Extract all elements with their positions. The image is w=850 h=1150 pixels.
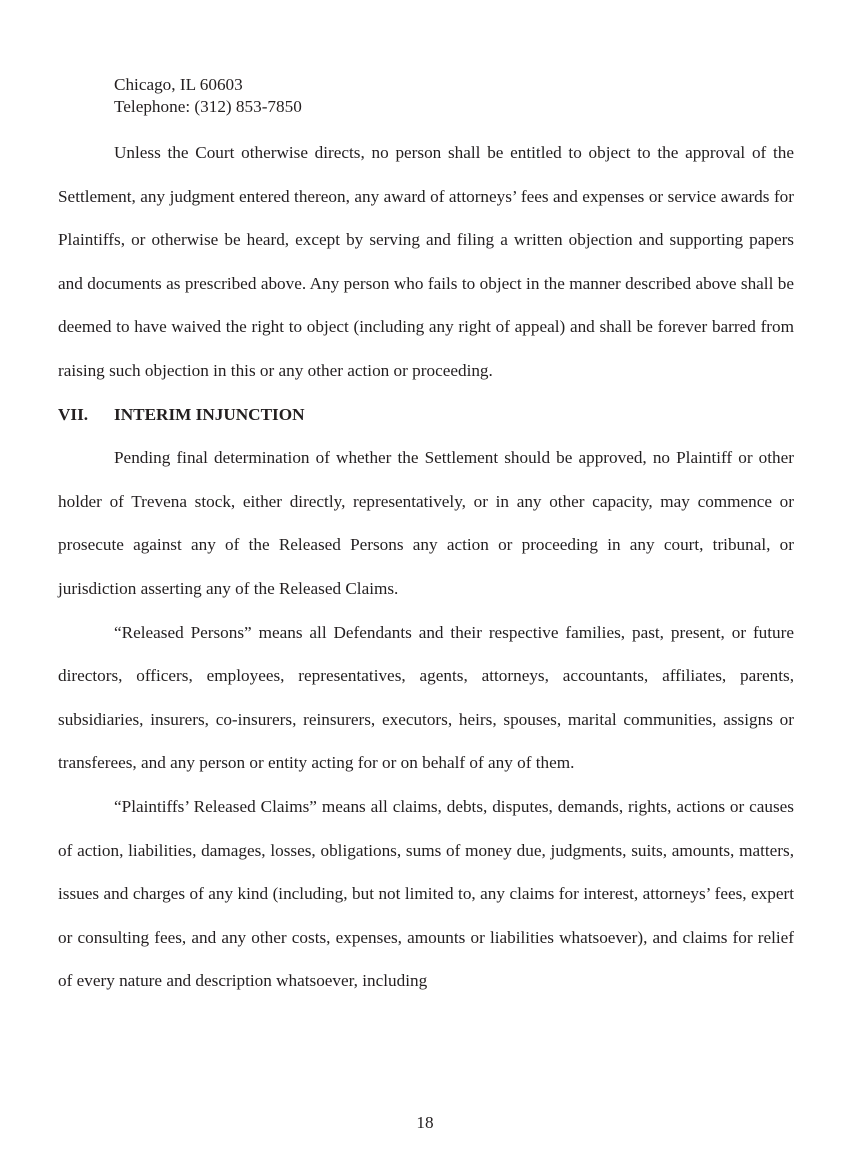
page-number: 18 [416,1113,434,1132]
address-block [114,74,794,118]
section-number: VII. [58,404,89,424]
address-city-line: Chicago, IL 60603 [114,75,243,94]
document-page [58,74,794,1003]
section-heading [58,393,794,437]
pending-determination-paragraph: Pending final determination of whether the Settlement should be approved, no Plaintiff or other holder of Trevena stock, either directly, representatively, or in any other capacity, may commence or prosecute against any of the Released Persons any action or proceeding in any court, tribunal, or jurisdiction asserting any of the Released Claims. [58,448,794,598]
section-title: INTERIM INJUNCTION [114,404,305,424]
released-persons-paragraph: “Released Persons” means all Defendants and their respective families, past, present, or future directors, officers, employees, representatives, agents, attorneys, accountants, affiliates, parents, subsidiaries, insurers, co-insurers, reinsurers, executors, heirs, spouses, marital communities, assigns or transferees, and any person or entity acting for or on behalf of any of them. [58,622,794,773]
address-telephone-line: Telephone: (312) 853-7850 [114,97,302,116]
plaintiffs-released-claims-paragraph: “Plaintiffs’ Released Claims” means all claims, debts, disputes, demands, rights, actions or causes of action, liabilities, damages, losses, obligations, sums of money due, judgments, suits, amounts, matters, issues and charges of any kind (including, but not limited to, any claims for interest, attorneys’ fees, expert or consulting fees, and any other costs, expenses, amounts or liabilities whatsoever), and claims for relief of every nature and description whatsoever, including [58,796,794,991]
objection-paragraph: Unless the Court otherwise directs, no person shall be entitled to object to the approval of the Settlement, any judgment entered thereon, any award of attorneys’ fees and expenses or service awards for Plaintiffs, or otherwise be heard, except by serving and filing a written objection and supporting papers and documents as prescribed above. Any person who fails to object in the manner described above shall be deemed to have waived the right to object (including any right of appeal) and shall be forever barred from raising such objection in this or any other action or proceeding. [58,143,794,380]
